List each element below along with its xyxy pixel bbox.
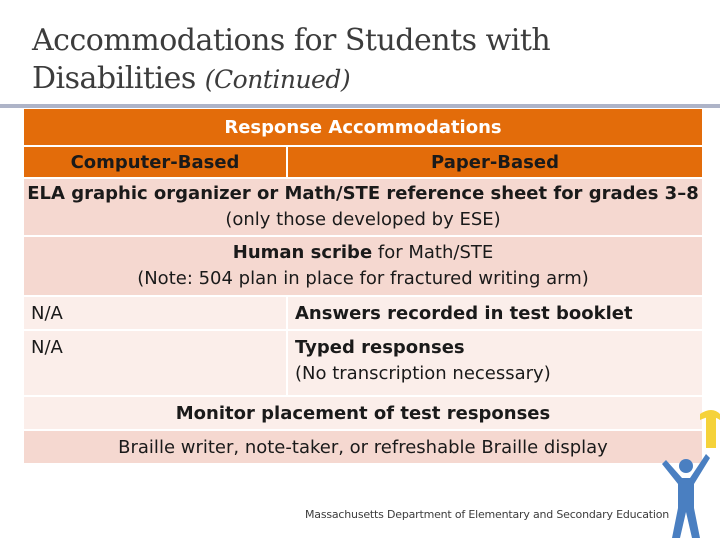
table-row <box>23 330 703 396</box>
row-human-scribe <box>23 236 703 296</box>
row4-note: (No transcription necessary) <box>295 363 551 384</box>
table-row <box>23 296 703 330</box>
table-row <box>23 396 703 430</box>
table-row <box>23 430 703 464</box>
title-subtitle: (Continued) <box>204 65 351 94</box>
table-row <box>23 178 703 236</box>
footer-text: Massachusetts Department of Elementary and Secondary Education <box>305 508 670 521</box>
title-line-2: Disabilities <box>32 61 196 96</box>
row-graphic-organizer <box>23 178 703 236</box>
row1-bold-text-2: 8 <box>686 183 699 204</box>
row1-bold-text: ELA graphic organizer or Math/STE reference sheet for grades 3 <box>27 183 678 204</box>
row-monitor-placement: Monitor placement of test responses <box>23 396 703 430</box>
row2-bold-text: Human scribe <box>232 242 373 263</box>
row4-bold-text: Typed responses <box>295 337 465 358</box>
table-header-row <box>23 108 703 146</box>
row3-paper-cell: Answers recorded in test booklet <box>287 296 703 330</box>
table-header: Response Accommodations <box>23 108 703 146</box>
row3-computer-cell: N/A <box>23 296 287 330</box>
column-header-row <box>23 146 703 178</box>
title-line-1: Accommodations for Students with <box>32 23 551 58</box>
slide-title <box>32 22 692 99</box>
row-braille: Braille writer, note-taker, or refreshable Braille display <box>23 430 703 464</box>
accommodations-table <box>23 108 703 464</box>
table-row <box>23 236 703 296</box>
row2-note: (Note: 504 plan in place for fractured writing arm) <box>137 268 589 289</box>
column-header-paper: Paper-Based <box>287 146 703 178</box>
row4-paper-cell <box>287 330 703 396</box>
row1-dash: – <box>677 183 687 204</box>
yellow-bar <box>706 414 716 448</box>
figure-head <box>679 459 693 473</box>
column-header-computer: Computer-Based <box>23 146 287 178</box>
row4-computer-cell: N/A <box>23 330 287 396</box>
row1-normal-text: (only those developed by ESE) <box>225 209 501 230</box>
row2-normal-text: for Math/STE <box>372 242 494 263</box>
